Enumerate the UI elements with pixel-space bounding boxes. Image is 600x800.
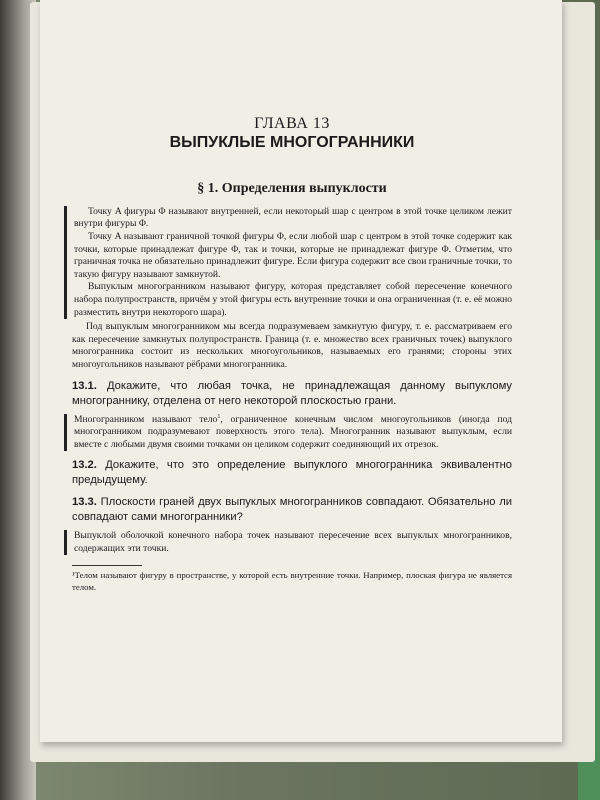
- definition-block-1: [64, 206, 512, 319]
- definition-convex-polyhedron: Выпуклым многогранником называют фигуру, которая представляет собой пересечение конечного набора полупространств, причём у этой фигуры есть внутренние точки и она ограниченная (т. е. её можно разместить внутри некоторого шара).: [74, 281, 512, 318]
- definition-interior-point: Точку A фигуры Φ называют внутренней, если некоторый шар с центром в этой точке целиком лежит внутри фигуры Φ.: [74, 205, 512, 230]
- definition-polyhedron-rest: , ограниченное конечным числом многоугольников (иногда под многогранником подразумевают поверхность этого тела). Многогранник называют выпуклым, если вместе с любыми двумя своими точками он целиком содержит соединяющий их отрезок.: [74, 413, 512, 450]
- problem-13-3: [72, 495, 512, 525]
- footnote-divider: [72, 565, 142, 566]
- definition-polyhedron-start: Многогранником называют тело: [74, 413, 218, 425]
- chapter-label: ГЛАВА 13: [254, 115, 330, 132]
- definition-convex-hull: Выпуклой оболочкой конечного набора точек называют пересечение всех выпуклых многогранников, содержащих эти точки.: [74, 530, 512, 554]
- definition-boundary-point: Точку A называют граничной точкой фигуры Φ, если любой шар с центром в этой точке содержит как точки, которые принадлежат фигуре Φ, так и точки, которые не принадлежат фигуре Φ. Отметим, что граничная точка не обязательно принадлежит фигуре. Если фигура содержит все свои граничные точки, то такую фигуру называют замкнутой.: [74, 230, 512, 280]
- definition-block-2: [64, 414, 512, 452]
- footnote: ¹Телом называют фигуру в пространстве, у которой есть внутренние точки. Например, плоская фигура не является телом.: [72, 570, 512, 593]
- paragraph-faces-edges: Под выпуклым многогранником мы всегда подразумеваем замкнутую фигуру, т. е. рассматриваем его как пересечение замкнутых полупространств. Граница (т. е. множество всех граничных точек) выпуклого многогранника состоит из нескольких многоугольников, называемых его гранями; стороны этих многоугольников называют рёбрами многогранника.: [72, 321, 512, 370]
- problem-text: Докажите, что любая точка, не принадлежащая данному выпуклому многограннику, отделена от него некоторой плоскостью грани.: [72, 379, 512, 407]
- problem-number: 13.2.: [72, 459, 97, 472]
- section-title: § 1. Определения выпуклости: [197, 181, 387, 197]
- definition-polyhedron: [74, 414, 512, 452]
- chapter-title: ВЫПУКЛЫЕ МНОГОГРАННИКИ: [169, 133, 415, 151]
- problem-number: 13.3.: [72, 496, 97, 509]
- problem-number: 13.1.: [72, 379, 97, 392]
- book-page: [40, 0, 562, 742]
- definition-block-3: [64, 530, 512, 555]
- footnote-marker: 1: [217, 413, 221, 420]
- problem-13-1: [72, 379, 512, 409]
- problem-text: Плоскости граней двух выпуклых многогранников совпадают. Обязательно ли совпадают сами многогранники?: [72, 496, 513, 524]
- page-content: [72, 115, 513, 594]
- problem-text: Докажите, что это определение выпуклого многогранника эквивалентно предыдущему.: [72, 459, 512, 487]
- problem-13-2: [72, 458, 512, 488]
